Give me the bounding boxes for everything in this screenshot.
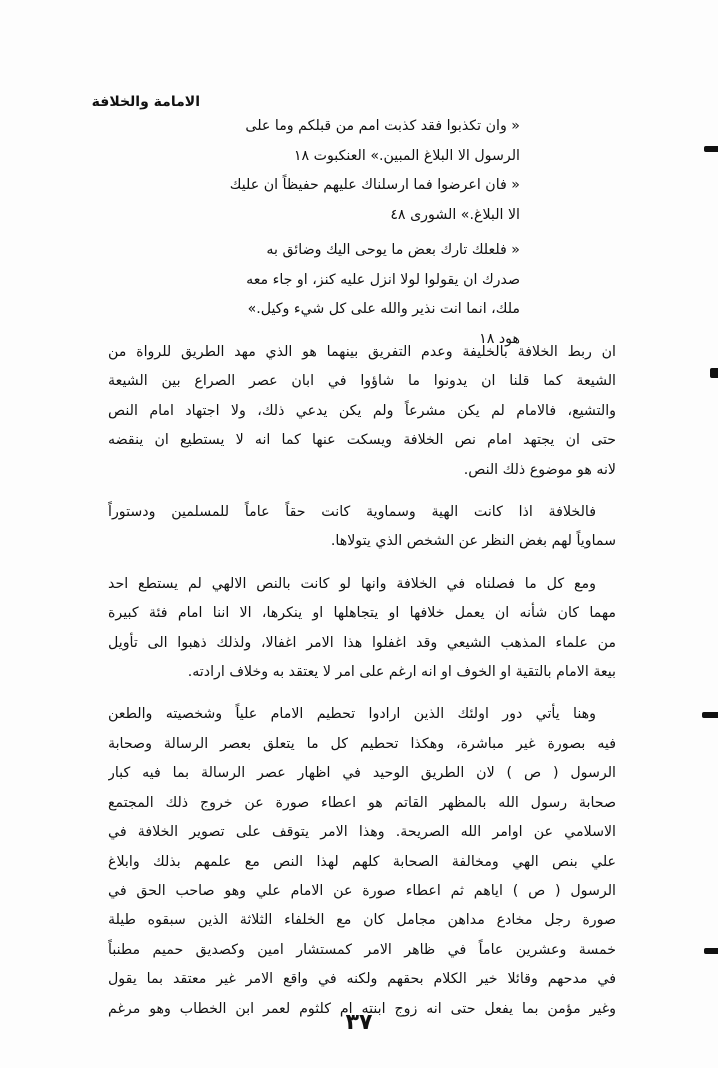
running-head: الامامة والخلافة [91,94,200,110]
text-line: خمسة وعشرين عاماً في ظاهر الامر كمستشار امين وكصديق حميم مطنباً [108,941,616,958]
text-line: وغير مؤمن بما يفعل حتى انه زوج ابنته ام كلثوم لعمر ابن الخطاب وهو مرغم [108,1000,616,1017]
quote-line: الا البلاغ.» الشورى ٤٨ [390,206,520,223]
paragraph-3 [108,570,616,688]
text-line: مهما كان شأنه ان يعمل خلافها او يتجاهلها او ينكرها، الا اننا امام فئة كبيرة [108,605,616,622]
text-line: في مدحهم وقائلا خير الكلام بحقهم ولكنه في واقع الامر غير معتقد بما يقول [108,971,616,988]
text-line: فيه بصورة غير مباشرة، وهكذا تحطيم كل ما يتعلق بعصر الرسالة وصحابة [108,735,616,752]
text-line: والتشيع، فالامام لم يكن مشرعاً ولم يكن يدعي ذلك، ولا اجتهاد امام النص [108,402,616,419]
text-line: صورة رجل مخادع مداهن مجامل كان مع الخلفاء الثلاثة الذين سبقوه طيلة [108,912,616,929]
quote-line: هود ١٨ [479,330,520,347]
scan-edge-mark [710,368,718,378]
scan-edge-mark [704,948,718,954]
text-line: الرسول ( ص ) لان الطريق الوحيد في اظهار عصر الرسالة بما فيه كبار [108,765,616,782]
quote-ankabut [198,112,520,171]
text-line: صحابة رسول الله بالمظهر القاتم هو اعطاء صورة عن خروج ذلك المجتمع [108,794,616,811]
scan-edge-mark [702,712,718,718]
quote-line: « وان تكذبوا فقد كذبت امم من قبلكم وما على [245,118,520,134]
text-line: علي بنص الهي ومخالفة الصحابة كلهم لهذا النص مع علمهم بذلك وابلاغ [108,853,616,870]
paragraph-4 [108,700,616,1023]
quote-line: « فان اعرضوا فما ارسلناك عليهم حفيظاً ان عليك [229,177,520,193]
text-line: الرسول ( ص ) اياهم ثم اعطاء صورة عن الامام علي وهو صاحب الحق في [108,882,616,899]
quote-line: « فلعلك تارك بعض ما يوحى اليك وضائق به [266,242,520,258]
text-line: فالخلافة اذا كانت الهية وسماوية كانت حقاً عاماً للمسلمين ودستوراً [108,504,596,521]
paragraph-1 [108,338,616,485]
quote-line: الرسول الا البلاغ المبين.» العنكبوت ١٨ [293,147,520,164]
paragraph-2 [108,498,616,557]
quote-hud [198,236,520,354]
text-line: من علماء المذهب الشيعي وقد اغفلوا هذا الامر اغفالا، ولذلك ذهبوا الى تأويل [108,634,616,651]
quote-line: ملك، انما انت نذير والله على كل شيء وكيل.» [247,301,520,317]
text-line: ومع كل ما فصلناه في الخلافة وانها لو كانت بالنص الالهي لم يستطع احد [108,575,596,592]
text-line: ان ربط الخلافة بالخليفة وعدم التفريق بينهما هو الذي مهد الطريق للرواة من [108,344,616,360]
body-text [108,338,616,1037]
text-line: الاسلامي عن اوامر الله الصريحة. وهذا الامر يتوقف على تصوير الخلافة في [108,824,616,841]
text-line: لانه هو موضوع ذلك النص. [463,461,616,478]
text-line: الشيعة كما قلنا ان يدونوا ما شاؤوا في ابان عصر الصراع بين الشيعة [108,373,616,390]
quote-line: صدرك ان يقولوا لولا انزل عليه كنز، او جاء معه [246,271,520,288]
quranic-quotes [198,112,520,354]
text-line: سماوياً لهم بغض النظر عن الشخص الذي يتولاها. [330,533,616,550]
text-line: وهنا يأتي دور اولئك الذين ارادوا تحطيم الامام علياً وشخصيته والطعن [108,706,596,723]
scan-edge-mark [704,146,718,152]
page-number: ٣٧ [345,1010,373,1035]
text-line: بيعة الامام بالتقية او الخوف او انه ارغم على امر لا يعتقد به وخلاف ارادته. [187,664,616,681]
quote-shura [198,171,520,230]
text-line: حتى ان يجتهد امام نص الخلافة ويسكت عنها كما انه لا يستطيع ان ينقضه [108,432,616,449]
